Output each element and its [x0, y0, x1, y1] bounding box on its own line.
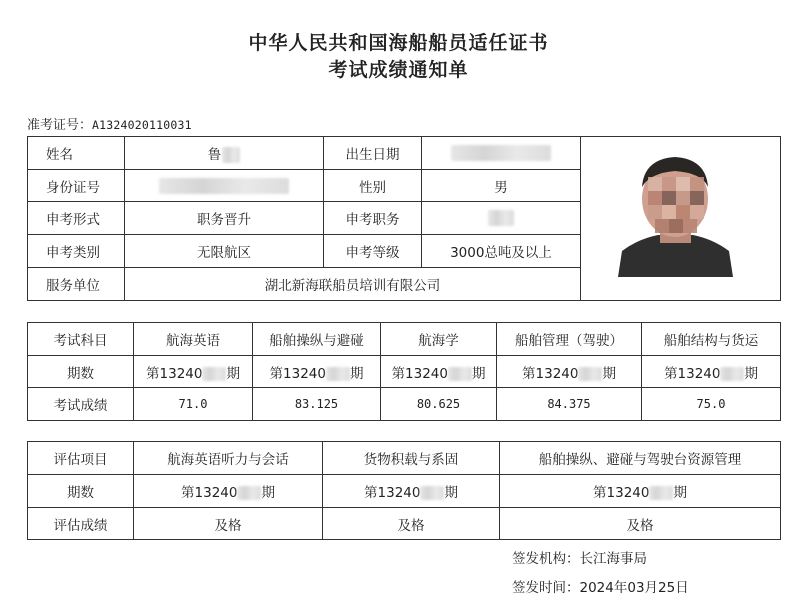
redacted-period — [237, 486, 261, 500]
name-label: 姓名 — [28, 137, 125, 170]
period-suffix: 期 — [471, 365, 486, 382]
exam-period-cell — [642, 356, 781, 388]
score-navigation: 80.625 — [381, 388, 497, 421]
exam-grade-label: 申考等级 — [324, 235, 422, 268]
eval-period-label: 期数 — [28, 475, 134, 508]
eval-header-cargo: 货物积载与系固 — [323, 442, 500, 475]
exam-header-management: 船舶管理（驾驶） — [497, 323, 642, 356]
photo-cell — [581, 137, 781, 301]
eval-header-bridge: 船舶操纵、避碰与驾驶台资源管理 — [500, 442, 781, 475]
period-prefix: 第13240 — [593, 485, 650, 501]
gender-value: 男 — [422, 170, 581, 202]
redacted-period — [420, 486, 444, 500]
period-suffix: 期 — [444, 485, 458, 501]
exam-period-cell — [134, 356, 253, 388]
issuing-authority — [512, 547, 647, 567]
redacted-name — [222, 147, 240, 163]
period-suffix: 期 — [261, 485, 275, 501]
period-suffix: 期 — [673, 485, 687, 501]
score-maneuvering: 83.125 — [253, 388, 381, 421]
eval-result-listening: 及格 — [134, 508, 323, 540]
exam-form-value: 职务晋升 — [125, 202, 324, 235]
service-unit-label: 服务单位 — [28, 268, 125, 301]
document-title: 中华人民共和国海船船员适任证书 — [248, 32, 549, 54]
name-value — [125, 137, 324, 170]
exam-header-maneuvering: 船舶操纵与避碰 — [253, 323, 381, 356]
applicant-photo — [618, 147, 733, 277]
redacted-period — [448, 367, 472, 381]
eval-result-label: 评估成绩 — [28, 508, 134, 540]
redacted-period — [649, 486, 673, 500]
score-english: 71.0 — [134, 388, 253, 421]
birth-date-label: 出生日期 — [324, 137, 422, 170]
exam-scores-table — [27, 322, 781, 421]
eval-period-cell — [323, 475, 500, 508]
redacted-period — [578, 367, 602, 381]
eval-period-cell — [134, 475, 323, 508]
eval-period-cell — [500, 475, 781, 508]
redacted-birth-date — [451, 145, 551, 161]
personal-info-table — [27, 136, 781, 301]
exam-score-label: 考试成绩 — [28, 388, 134, 421]
redacted-period — [326, 367, 350, 381]
period-suffix: 期 — [744, 365, 758, 382]
redacted-period — [720, 367, 744, 381]
period-prefix: 第13240 — [522, 365, 579, 382]
issue-date-value: 2024年03月25日 — [579, 580, 689, 596]
issue-date — [512, 576, 689, 596]
score-structure: 75.0 — [642, 388, 781, 421]
eval-header-listening: 航海英语听力与会话 — [134, 442, 323, 475]
gender-label: 性别 — [324, 170, 422, 202]
id-number-label: 身份证号 — [28, 170, 125, 202]
period-suffix: 期 — [226, 365, 240, 382]
exam-number-label: 准考证号： — [27, 118, 93, 133]
period-prefix: 第13240 — [269, 365, 326, 382]
exam-header-structure: 船舶结构与货运 — [642, 323, 781, 356]
exam-number — [27, 114, 192, 133]
exam-position-value — [422, 202, 581, 235]
period-prefix: 第13240 — [181, 485, 238, 501]
period-suffix: 期 — [349, 365, 364, 382]
period-prefix: 第13240 — [664, 365, 721, 382]
eval-result-cargo: 及格 — [323, 508, 500, 540]
period-prefix: 第13240 — [146, 365, 203, 382]
score-management: 84.375 — [497, 388, 642, 421]
exam-grade-value: 3000总吨及以上 — [422, 235, 581, 268]
service-unit-value: 湖北新海联船员培训有限公司 — [125, 268, 581, 301]
eval-result-bridge: 及格 — [500, 508, 781, 540]
exam-form-label: 申考形式 — [28, 202, 125, 235]
pixelated-portrait-image — [618, 147, 733, 277]
exam-period-cell — [381, 356, 497, 388]
period-prefix: 第13240 — [391, 365, 448, 382]
exam-category-label: 申考类别 — [28, 235, 125, 268]
exam-number-value: A1324020110031 — [92, 118, 192, 132]
name-text: 鲁 — [207, 147, 222, 163]
redacted-period — [202, 367, 226, 381]
document-subtitle: 考试成绩通知单 — [328, 59, 469, 81]
period-prefix: 第13240 — [364, 485, 421, 501]
exam-position-label: 申考职务 — [324, 202, 422, 235]
issue-date-label: 签发时间： — [512, 580, 580, 596]
exam-period-cell — [497, 356, 642, 388]
eval-header-item: 评估项目 — [28, 442, 134, 475]
redacted-id-number — [159, 178, 289, 194]
period-suffix: 期 — [602, 365, 616, 382]
birth-date-value — [422, 137, 581, 170]
exam-period-cell — [253, 356, 381, 388]
exam-header-subject: 考试科目 — [28, 323, 134, 356]
issuer-value: 长江海事局 — [579, 551, 647, 567]
id-number-value — [125, 170, 324, 202]
exam-category-value: 无限航区 — [125, 235, 324, 268]
redacted-position — [488, 210, 514, 226]
issuer-label: 签发机构： — [512, 551, 580, 567]
evaluation-table — [27, 441, 781, 540]
exam-period-label: 期数 — [28, 356, 134, 388]
exam-header-english: 航海英语 — [134, 323, 253, 356]
exam-header-navigation: 航海学 — [381, 323, 497, 356]
